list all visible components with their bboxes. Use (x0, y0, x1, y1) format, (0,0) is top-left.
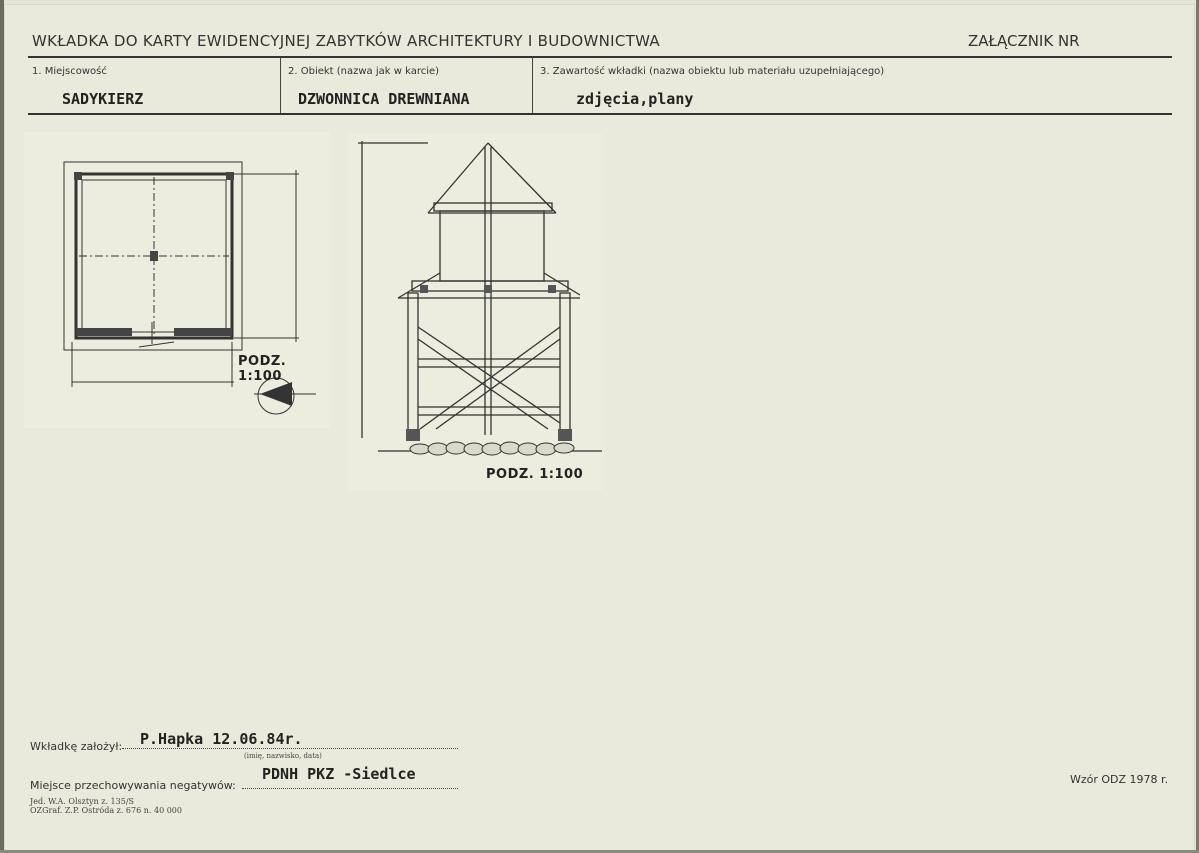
field-divider (532, 57, 533, 113)
floor-plan-drawing (24, 132, 330, 428)
negatives-line (242, 788, 458, 789)
created-by-value: P.Hapka 12.06.84r. (140, 730, 303, 748)
locality-value: SADYKIERZ (62, 90, 144, 108)
print-info-line-1: Jed. W.A. Olsztyn z. 135/S (30, 797, 134, 806)
locality-label: 1. Miejscowość (32, 66, 107, 77)
header-rule (28, 56, 1172, 58)
object-value: DZWONNICA DREWNIANA (298, 90, 470, 108)
contents-label: 3. Zawartość wkładki (nazwa obiektu lub materiału uzupełniającego) (540, 66, 885, 77)
form-title: WKŁADKA DO KARTY EWIDENCYJNEJ ZABYTKÓW ARCHITEKTURY I BUDOWNICTWA (32, 32, 660, 50)
negatives-label: Miejsce przechowywania negatywów: (30, 779, 236, 792)
created-by-line (122, 748, 458, 749)
form-code: Wzór ODZ 1978 r. (1070, 773, 1169, 786)
fields-rule (28, 113, 1172, 115)
plan-scale-label: PODZ. 1:100 (238, 354, 287, 384)
object-label: 2. Obiekt (nazwa jak w karcie) (288, 66, 440, 77)
print-info-line-2: OZGraf. Z.P. Ostróda z. 676 n. 40 000 (30, 806, 182, 815)
elevation-svg (348, 133, 602, 491)
annex-label: ZAŁĄCZNIK NR (968, 32, 1080, 50)
contents-value: zdjęcia,plany (576, 90, 694, 108)
field-divider (280, 57, 281, 113)
created-by-note: (imię, nazwisko, data) (244, 752, 322, 760)
negatives-value: PDNH PKZ -Siedlce (262, 765, 416, 783)
elevation-drawing (348, 133, 602, 491)
created-by-label: Wkładkę założył: (30, 740, 123, 753)
elevation-scale-label: PODZ. 1:100 (486, 467, 584, 482)
